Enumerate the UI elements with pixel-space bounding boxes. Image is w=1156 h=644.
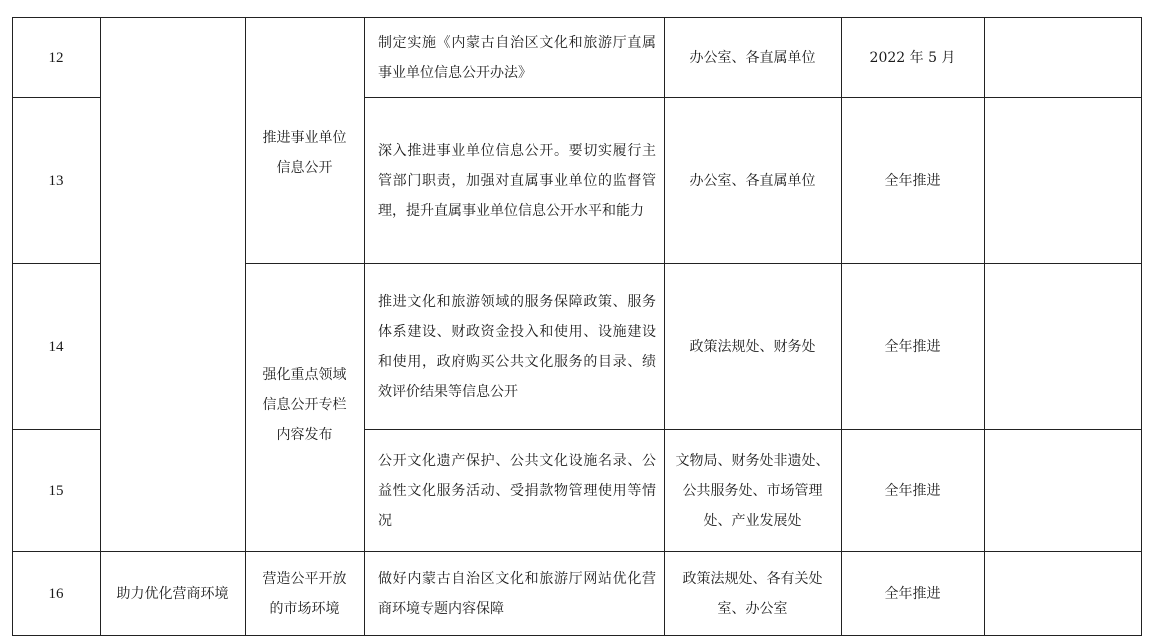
note-cell [984, 264, 1142, 430]
row-number: 12 [48, 50, 64, 66]
task-text: 做好内蒙古自治区文化和旅游厅网站优化营商环境专题内容保障 [378, 571, 656, 617]
row-divider [364, 429, 1142, 430]
time-cell: 2022 年 5 月 [869, 50, 956, 66]
row-divider [245, 263, 1142, 264]
task-cell [364, 18, 664, 98]
row-divider [364, 97, 1142, 98]
time-cell: 全年推进 [884, 586, 941, 602]
time-cell: 全年推进 [884, 483, 941, 499]
row-divider [12, 17, 1142, 18]
subcategory-text: 强化重点领域信息公开专栏内容发布 [262, 367, 347, 443]
row-number: 15 [48, 483, 64, 499]
dept-cell: 办公室、各直属单位 [689, 173, 816, 189]
dept-cell: 政策法规处、财务处 [689, 339, 816, 355]
time-cell: 全年推进 [884, 173, 941, 189]
row-number: 16 [48, 586, 64, 602]
row-divider [12, 263, 100, 264]
row-divider [12, 551, 1142, 552]
task-cell [364, 98, 664, 264]
subcategory-cell [245, 98, 364, 208]
row-divider [12, 97, 100, 98]
column-divider [364, 17, 365, 636]
note-cell [984, 98, 1142, 264]
task-text: 公开文化遗产保护、公共文化设施名录、公益性文化服务活动、受捐款物管理使用等情况 [378, 453, 656, 529]
column-divider [12, 17, 13, 636]
column-divider [984, 17, 985, 636]
column-divider [841, 17, 842, 636]
task-text: 制定实施《内蒙古自治区文化和旅游厅直属事业单位信息公开办法》 [378, 35, 656, 81]
note-cell [984, 430, 1142, 552]
dept-cell: 政策法规处、各有关处室、办公室 [682, 571, 823, 617]
task-text: 深入推进事业单位信息公开。要切实履行主管部门职责，加强对直属事业单位的监督管理，提升直属事业单位信息公开水平和能力 [378, 143, 656, 219]
dept-cell: 办公室、各直属单位 [689, 50, 816, 66]
time-cell: 全年推进 [884, 339, 941, 355]
dept-cell: 文物局、财务处非遗处、公共服务处、市场管理处、产业发展处 [675, 453, 830, 529]
subcategory-text: 推进事业单位信息公开 [262, 130, 347, 176]
task-cell [364, 430, 664, 552]
note-cell [984, 552, 1142, 636]
column-divider [664, 17, 665, 636]
row-number: 14 [48, 339, 64, 355]
subcategory-cell [245, 552, 364, 636]
subcategory-cell [245, 340, 364, 470]
row-number: 13 [48, 173, 64, 189]
column-divider [245, 17, 246, 636]
task-cell [364, 264, 664, 430]
column-divider [100, 17, 101, 636]
task-cell [364, 552, 664, 636]
category-cell: 助力优化营商环境 [116, 586, 229, 602]
row-divider [12, 635, 1142, 636]
column-divider [1141, 17, 1142, 636]
task-text: 推进文化和旅游领域的服务保障政策、服务体系建设、财政资金投入和使用、设施建设和使用，政府购买公共文化服务的目录、绩效评价结果等信息公开 [378, 294, 656, 400]
subcategory-text: 营造公平开放的市场环境 [262, 571, 347, 617]
task-table [12, 0, 1142, 636]
note-cell [984, 18, 1142, 98]
row-divider [12, 429, 100, 430]
